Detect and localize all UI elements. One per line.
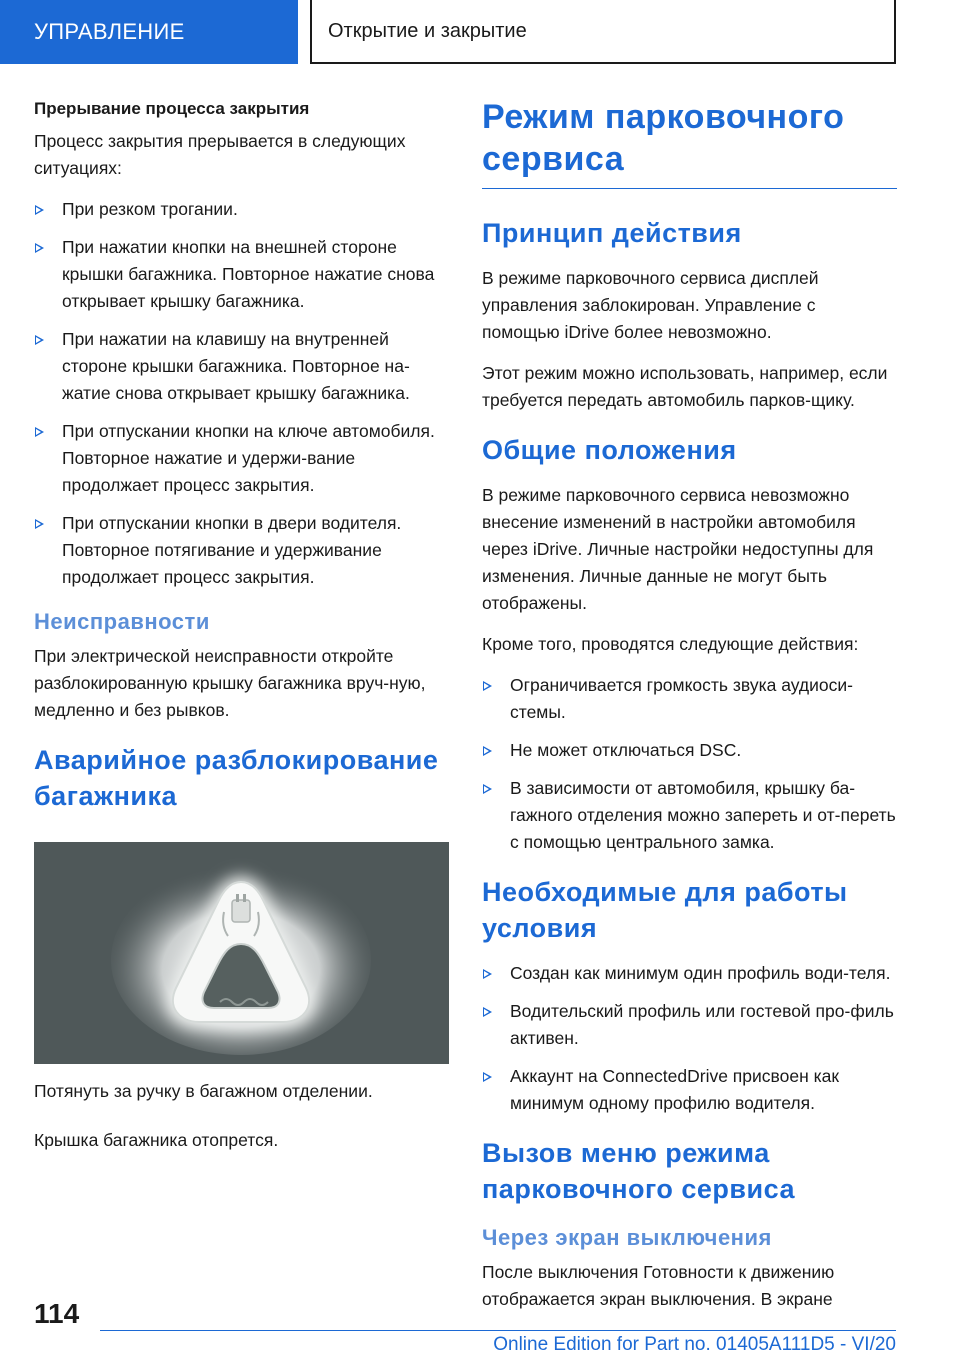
general-list bbox=[482, 672, 897, 856]
interrupt-intro: Процесс закрытия прерывается в следующих ситуациях: bbox=[34, 131, 406, 178]
footer-edition: Online Edition for Part no. 01405A111D5 - VI/20 bbox=[493, 1334, 896, 1355]
triangle-bullet-icon bbox=[483, 784, 492, 794]
triangle-bullet-icon bbox=[35, 243, 44, 253]
trunk-handle-figure bbox=[34, 842, 449, 1064]
triangle-bullet-icon bbox=[35, 519, 44, 529]
list-item: В зависимости от автомобиля, крышку ба-гажного отделения можно запереть и от-переть с помощью центрального замка. bbox=[482, 775, 897, 856]
triangle-bullet-icon bbox=[483, 681, 492, 691]
general-paragraph-2: Кроме того, проводятся следующие действия: bbox=[482, 634, 859, 654]
requirements-heading: Необходимые для работы условия bbox=[482, 877, 848, 943]
trunk-handle-icon bbox=[34, 842, 449, 1064]
left-column bbox=[34, 96, 449, 1176]
triangle-bullet-icon bbox=[35, 205, 44, 215]
call-menu-heading: Вызов меню режима парковочного сервиса bbox=[482, 1138, 795, 1204]
triangle-bullet-icon bbox=[35, 427, 44, 437]
valet-mode-title: Режим парковочного сервиса bbox=[482, 96, 897, 189]
requirements-list bbox=[482, 960, 897, 1117]
list-item: Создан как минимум один профиль води-теля. bbox=[482, 960, 897, 987]
page-number: 114 bbox=[34, 1298, 80, 1329]
figure-caption-unlock: Крышка багажника отопрется. bbox=[34, 1130, 279, 1150]
list-item: Аккаунт на ConnectedDrive присвоен как минимум одному профилю водителя. bbox=[482, 1063, 897, 1117]
triangle-bullet-icon bbox=[483, 1072, 492, 1082]
footer-divider bbox=[100, 1330, 896, 1331]
interrupt-heading: Прерывание процесса закрытия bbox=[34, 99, 310, 118]
list-item: При отпускании кнопки на ключе автомобиля. Повторное нажатие и удержи-вание продолжает процесс закрытия. bbox=[34, 418, 449, 499]
interrupt-list bbox=[34, 196, 449, 591]
list-item: При резком трогании. bbox=[34, 196, 449, 223]
general-heading: Общие положения bbox=[482, 435, 737, 465]
via-screen-heading: Через экран выключения bbox=[482, 1225, 772, 1250]
principle-paragraph-1: В режиме парковочного сервиса дисплей управления заблокирован. Управление с помощью iDrive более невозможно. bbox=[482, 268, 819, 342]
via-screen-text: После выключения Готовности к движению отображается экран выключения. В экране bbox=[482, 1262, 835, 1309]
triangle-bullet-icon bbox=[483, 969, 492, 979]
triangle-bullet-icon bbox=[483, 1007, 492, 1017]
header-chapter-title bbox=[310, 0, 896, 64]
right-column bbox=[482, 96, 897, 1327]
header-section-tab bbox=[0, 0, 298, 64]
list-item: При нажатии на клавишу на внутренней стороне крышки багажника. Повторное на-жатие снова открывает крышку багажника. bbox=[34, 326, 449, 407]
header-chapter-label: Открытие и закрытие bbox=[328, 19, 527, 42]
emergency-unlock-heading: Аварийное разблокирование багажника bbox=[34, 745, 439, 811]
principle-heading: Принцип действия bbox=[482, 218, 742, 248]
principle-paragraph-2: Этот режим можно использовать, например, если требуется передать автомобиль парков-щику. bbox=[482, 363, 888, 410]
list-item: Водительский профиль или гостевой про-филь активен. bbox=[482, 998, 897, 1052]
list-item: При нажатии кнопки на внешней стороне крышки багажника. Повторное нажатие снова открывает крышку багажника. bbox=[34, 234, 449, 315]
triangle-bullet-icon bbox=[483, 746, 492, 756]
triangle-bullet-icon bbox=[35, 335, 44, 345]
figure-caption-pull: Потянуть за ручку в багажном отделении. bbox=[34, 1081, 373, 1101]
list-item: При отпускании кнопки в двери водителя. Повторное потягивание и удерживание продолжает процесс закрытия. bbox=[34, 510, 449, 591]
list-item: Не может отключаться DSC. bbox=[482, 737, 897, 764]
header-section-label: УПРАВЛЕНИЕ bbox=[34, 19, 185, 44]
general-paragraph-1: В режиме парковочного сервиса невозможно внесение изменений в настройки автомобиля через iDrive. Личные настройки недоступны для изменения. Личные данные не могут быть отображены. bbox=[482, 485, 874, 613]
malfunction-text: При электрической неисправности откройте разблокированную крышку багажника вруч-ную, медленно и без рывков. bbox=[34, 646, 426, 720]
malfunction-heading: Неисправности bbox=[34, 609, 210, 634]
list-item: Ограничивается громкость звука аудиоси-стемы. bbox=[482, 672, 897, 726]
